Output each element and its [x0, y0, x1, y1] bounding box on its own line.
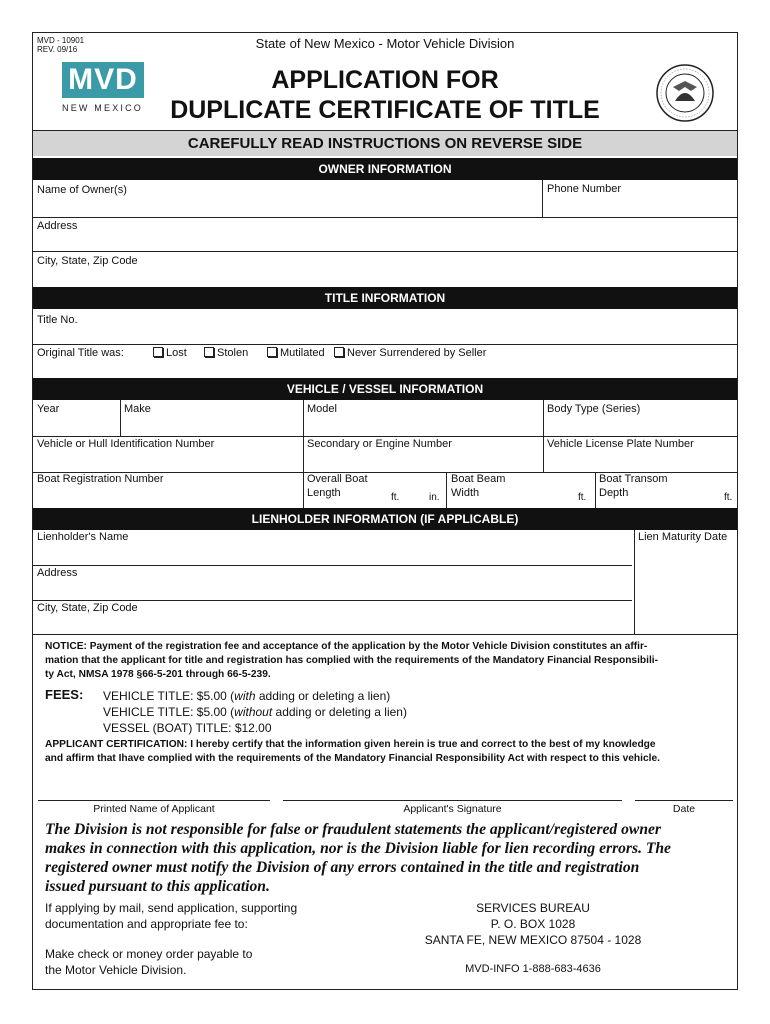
boat-beam-field[interactable]	[447, 473, 595, 510]
lienholder-name-field[interactable]	[33, 530, 633, 565]
owner-name-label: Name of Owner(s)	[37, 184, 127, 196]
boat-beam-label-2: Width	[451, 487, 480, 499]
signature-label: Applicant's Signature	[403, 803, 502, 815]
owner-city-label: City, State, Zip Code	[37, 255, 138, 267]
phone-field[interactable]	[543, 181, 739, 217]
boat-transom-label-1: Boat Transom	[599, 473, 668, 485]
checkbox-icon	[267, 347, 277, 357]
certification-line-1: APPLICANT CERTIFICATION: I hereby certify that the information given herein is true and correct to the best of my knowledge	[45, 739, 656, 750]
length-in-unit: in.	[429, 492, 440, 503]
lienholder-name-label: Lienholder's Name	[37, 531, 129, 543]
fees-label: FEES:	[45, 687, 84, 702]
beam-ft-unit: ft.	[578, 492, 587, 503]
lienholder-section-heading: LIENHOLDER INFORMATION (IF APPLICABLE)	[33, 508, 737, 530]
boat-transom-field[interactable]	[596, 473, 739, 510]
mail-address-line-2: P. O. BOX 1028	[490, 917, 576, 931]
notice-line-2: mation that the applicant for title and registration has complied with the requirements of the Mandatory Financial Responsibili-	[45, 655, 659, 666]
application-form	[32, 32, 738, 990]
lienholder-address-label: Address	[37, 567, 78, 579]
disclaimer-line-3: registered owner must notify the Division of any errors contained in the title and registration	[45, 859, 640, 876]
boat-transom-label-2: Depth	[599, 487, 629, 499]
owner-name-field[interactable]	[33, 181, 541, 217]
mvd-info-phone: MVD-INFO 1-888-683-4636	[465, 963, 601, 975]
lienholder-city-field[interactable]	[33, 601, 633, 634]
mail-instructions-line-1: If applying by mail, send application, supporting	[45, 901, 298, 915]
engine-number-field[interactable]	[304, 437, 542, 472]
notice-line-3: ty Act, NMSA 1978 §66-5-201 through 66-5-239.	[45, 669, 271, 680]
lien-maturity-field[interactable]	[635, 530, 739, 634]
model-label: Model	[307, 403, 337, 415]
model-field[interactable]	[304, 401, 542, 436]
form-number: MVD - 10901	[37, 36, 85, 45]
disclaimer-line-2: makes in connection with this application, nor is the Division liable for lien recording errors. The	[45, 840, 671, 857]
disclaimer-line-4: issued pursuant to this application.	[45, 878, 270, 895]
boat-length-label-1: Overall Boat	[307, 473, 368, 485]
state-seal-icon	[655, 63, 715, 123]
transom-ft-unit: ft.	[724, 492, 733, 503]
fee-vehicle-without-lien: VEHICLE TITLE: $5.00 (without adding or deleting a lien)	[103, 705, 407, 719]
divider	[33, 344, 737, 345]
plate-label: Vehicle License Plate Number	[547, 438, 694, 450]
boat-length-label-2: Length	[307, 487, 341, 499]
phone-label: Phone Number	[547, 183, 621, 195]
engine-number-label: Secondary or Engine Number	[307, 438, 452, 450]
mvd-logo: MVD	[62, 62, 144, 98]
checkbox-icon	[204, 347, 214, 357]
lienholder-address-field[interactable]	[33, 566, 633, 600]
mail-instructions-line-2: documentation and appropriate fee to:	[45, 917, 248, 931]
owner-address-label: Address	[37, 220, 78, 232]
title-section-heading: TITLE INFORMATION	[33, 287, 737, 309]
year-label: Year	[37, 403, 60, 415]
checkbox-icon	[334, 347, 344, 357]
form-revision: REV. 09/16	[37, 45, 78, 54]
agency-line: State of New Mexico - Motor Vehicle Division	[255, 36, 515, 51]
lien-maturity-label: Lien Maturity Date	[638, 531, 728, 543]
fee-vessel: VESSEL (BOAT) TITLE: $12.00	[103, 721, 272, 735]
instructions-banner: CAREFULLY READ INSTRUCTIONS ON REVERSE SIDE	[33, 131, 737, 156]
certification-line-2: and affirm that Ihave complied with the requirements of the Mandatory Financial Responsibility Act with respect to this vehicle.	[45, 753, 660, 764]
title-no-field[interactable]	[33, 310, 739, 344]
body-type-label: Body Type (Series)	[547, 403, 641, 415]
lienholder-city-label: City, State, Zip Code	[37, 602, 138, 614]
owner-address-field[interactable]	[33, 218, 739, 251]
owner-section-heading: OWNER INFORMATION	[33, 158, 737, 180]
payable-line-1: Make check or money order payable to	[45, 947, 253, 961]
payable-line-2: the Motor Vehicle Division.	[45, 963, 187, 977]
mutilated-checkbox[interactable]: Mutilated	[267, 347, 325, 359]
original-title-label: Original Title was:	[37, 347, 124, 359]
owner-city-field[interactable]	[33, 252, 739, 286]
lost-checkbox[interactable]: Lost	[153, 347, 187, 359]
form-title-line2: DUPLICATE CERTIFICATE OF TITLE	[170, 96, 600, 124]
make-label: Make	[124, 403, 151, 415]
length-ft-unit: ft.	[391, 492, 400, 503]
boat-beam-label-1: Boat Beam	[451, 473, 506, 485]
vin-label: Vehicle or Hull Identification Number	[37, 438, 215, 450]
date-label: Date	[672, 803, 696, 815]
stolen-checkbox[interactable]: Stolen	[204, 347, 248, 359]
form-title-line1: APPLICATION FOR	[271, 66, 499, 94]
year-field[interactable]	[33, 401, 119, 436]
title-no-label: Title No.	[37, 314, 78, 326]
checkbox-icon	[153, 347, 163, 357]
vehicle-section-heading: VEHICLE / VESSEL INFORMATION	[33, 378, 737, 400]
fee-vehicle-with-lien: VEHICLE TITLE: $5.00 (with adding or deleting a lien)	[103, 689, 391, 703]
boat-registration-field[interactable]	[33, 473, 302, 510]
boat-length-field[interactable]	[304, 473, 446, 510]
disclaimer-line-1: The Division is not responsible for false or fraudulent statements the applicant/registered owner	[45, 821, 661, 838]
printed-name-label: Printed Name of Applicant	[93, 803, 215, 815]
notice-line-1: NOTICE: Payment of the registration fee and acceptance of the application by the Motor Vehicle Division constitutes an affir-	[45, 641, 648, 652]
make-field[interactable]	[121, 401, 302, 436]
body-type-field[interactable]	[544, 401, 739, 436]
vin-field[interactable]	[33, 437, 302, 472]
boat-registration-label: Boat Registration Number	[37, 473, 164, 485]
mvd-logo-subtitle: NEW MEXICO	[62, 103, 144, 113]
divider	[33, 634, 737, 635]
plate-field[interactable]	[544, 437, 739, 472]
never-surrendered-checkbox[interactable]: Never Surrendered by Seller	[334, 347, 486, 359]
mail-address-line-3: SANTA FE, NEW MEXICO 87504 - 1028	[424, 933, 642, 947]
mail-address-line-1: SERVICES BUREAU	[476, 901, 590, 915]
